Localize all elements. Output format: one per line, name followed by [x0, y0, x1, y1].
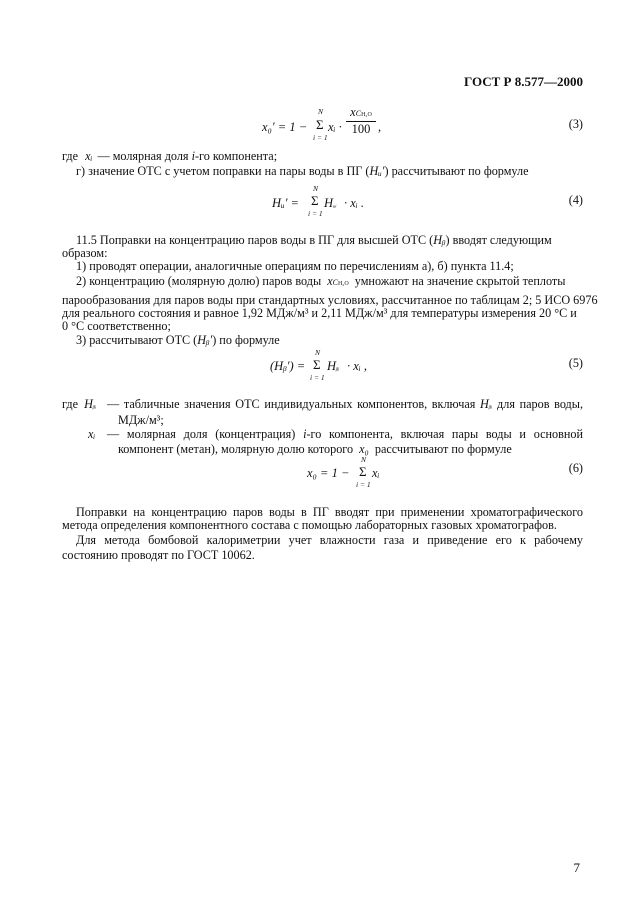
- list-item-2-cont-2: для реального состояния и равное 1,92 МДж/м³ и 2,11 МДж/м³ для температуры измерения 20 °С и: [62, 306, 577, 320]
- list-item-2: 2) концентрацию (молярную долю) паров воды xCH₂O умножают на значение скрытой теплоты: [76, 274, 566, 288]
- formula-6-number: (6): [568, 461, 583, 475]
- list-item-2-cont-3: 0 °С соответственно;: [62, 319, 171, 333]
- where-xi: где xᵢ — молярная доля i-го компонента;: [62, 149, 278, 163]
- item-g: г) значение ОТС с учетом поправки на пары воды в ПГ (Hᵤ′) рассчитывают по формуле: [76, 164, 529, 178]
- formula-5: (Hᵦ′) = N Σ i = 1 Hᵦᵢ · xᵢ ,: [270, 348, 368, 382]
- list-item-1: 1) проводят операции, аналогичные операциям по перечислениям а), б) пункта 11.4;: [76, 259, 514, 273]
- where-hb-desc: — табличные значения ОТС индивидуальных компонентов, включая Hᵦᵢ для паров воды,: [107, 397, 583, 411]
- document-header: ГОСТ Р 8.577—2000: [464, 74, 583, 89]
- list-item-3: 3) рассчитывают ОТС (Hᵦ′) по формуле: [76, 333, 280, 347]
- formula-6: x₀ = 1 − N Σ i = 1 xᵢ: [307, 455, 380, 489]
- formula-3: x₀′ = 1 − N Σ i = 1 xᵢ · xCH₂O 100 ,: [262, 105, 382, 142]
- page-number: 7: [573, 860, 580, 875]
- formula-4: Hᵤ′ = N Σ i = 1 Hᵤᵢ · xᵢ .: [272, 184, 365, 218]
- where-x-line1: — молярная доля (концентрация) i-го компонента, включая пары воды и основной: [107, 427, 584, 441]
- where-x-var: xᵢ: [88, 427, 96, 441]
- list-item-2-cont-1: парообразования для паров воды при стандартных условиях, рассчитанное по таблицам 2; 5 ИСО 6976: [62, 293, 598, 307]
- paragraph-11-5-line2: образом:: [62, 246, 108, 260]
- closing-paragraph-1-line1: Поправки на концентрацию паров воды в ПГ вводят при применении хроматографического: [76, 505, 583, 519]
- closing-paragraph-2-line1: Для метода бомбовой калориметрии учет влажности газа и приведение его к рабочему: [76, 533, 583, 547]
- fraction-3: xCH₂O 100: [346, 105, 376, 137]
- paragraph-11-5: 11.5 Поправки на концентрацию паров воды в ПГ для высшей ОТС (Hᵦ) вводят следующим: [76, 233, 552, 247]
- formula-4-number: (4): [568, 193, 583, 207]
- where-hb: где Hᵦᵢ: [62, 397, 97, 411]
- where-x-line2: компонент (метан), молярную долю которого x₀ рассчитывают по формуле: [118, 442, 512, 456]
- formula-5-number: (5): [568, 356, 583, 370]
- where-hb-units: МДж/м³;: [118, 413, 164, 427]
- closing-paragraph-2-line2: состоянию проводят по ГОСТ 10062.: [62, 548, 255, 562]
- formula-3-number: (3): [568, 117, 583, 131]
- closing-paragraph-1-line2: метода определения компонентного состава с помощью лабораторных газовых хроматографов.: [62, 518, 557, 532]
